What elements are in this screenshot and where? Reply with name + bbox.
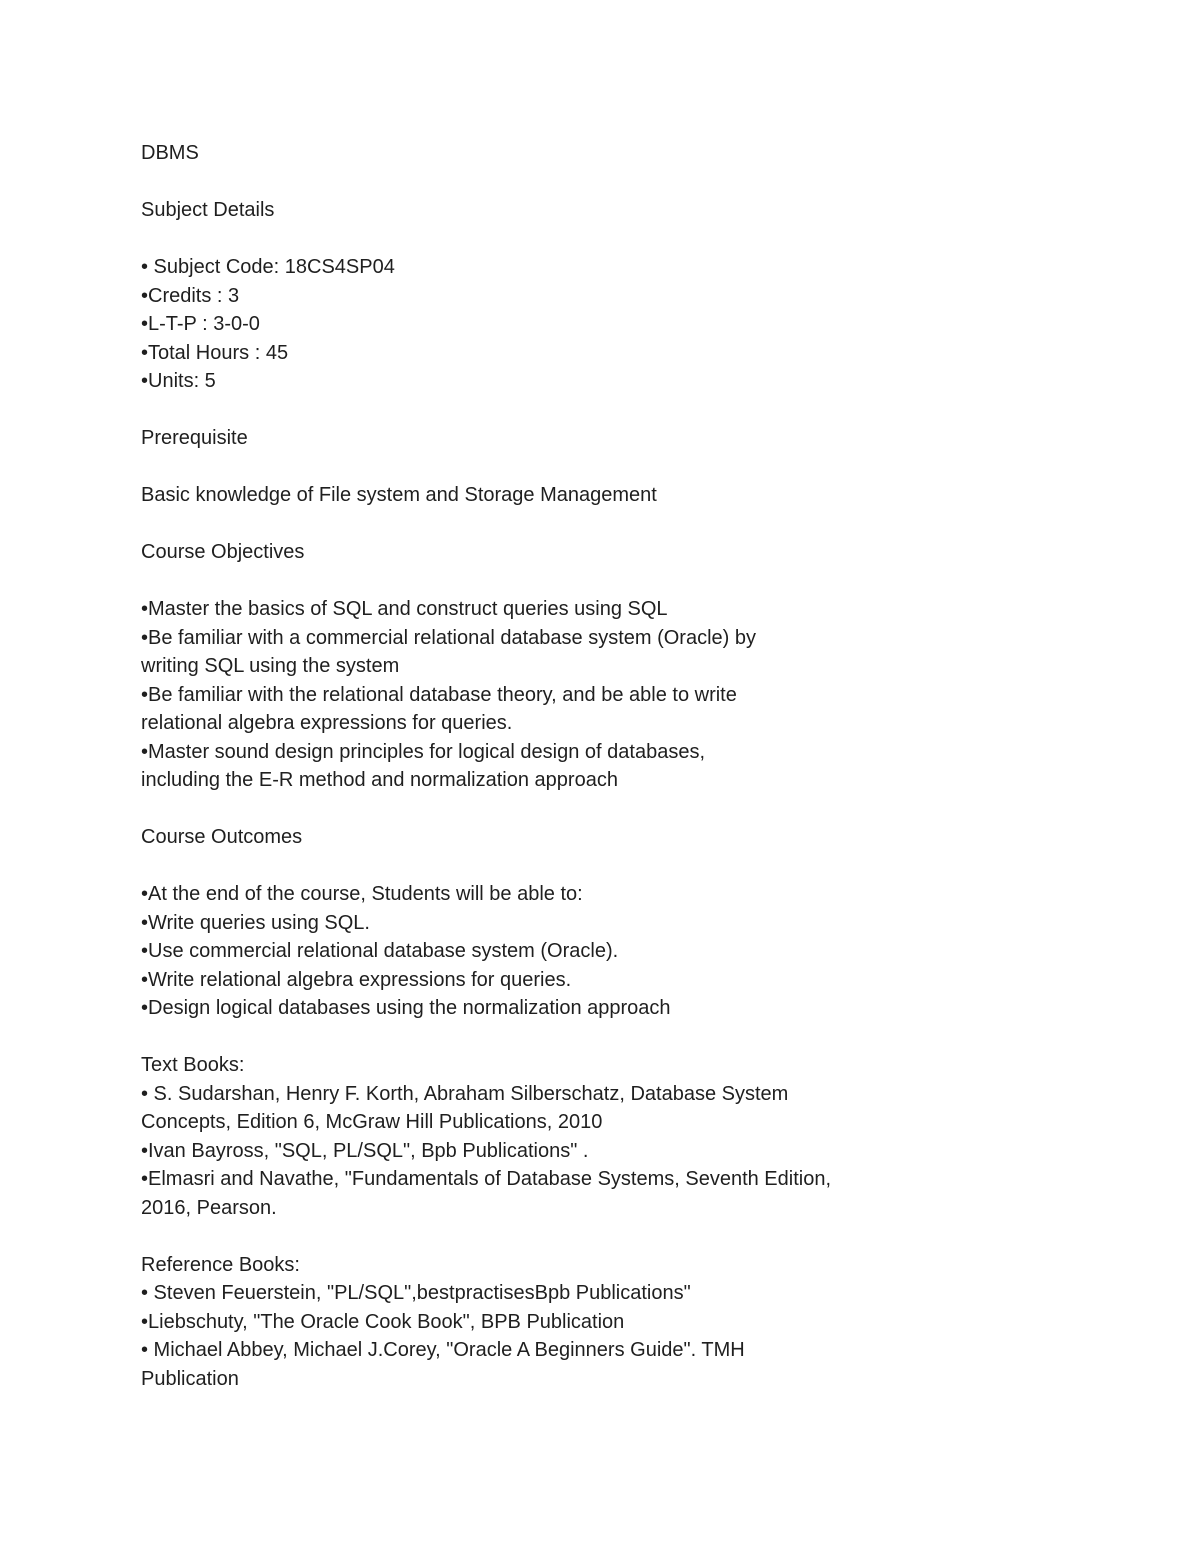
- text-books-heading: Text Books:: [141, 1054, 245, 1076]
- spacer: [141, 795, 1121, 824]
- outcome-line: •Use commercial relational database system (Oracle).: [141, 940, 619, 962]
- ltp-item: •L-T-P : 3-0-0: [141, 313, 260, 335]
- units-item: •Units: 5: [141, 370, 216, 392]
- objective-line: •Master the basics of SQL and construct queries using SQL: [141, 598, 668, 620]
- outcome-line: •Write queries using SQL.: [141, 911, 370, 934]
- course-objectives-heading: Course Objectives: [141, 541, 305, 563]
- objective-line: writing SQL using the system: [141, 655, 400, 677]
- text-book-line: •Ivan Bayross, "SQL, PL/SQL", Bpb Publications" .: [141, 1139, 589, 1162]
- spacer: [141, 567, 1121, 596]
- outcome-line: •Design logical databases using the normalization approach: [141, 997, 671, 1019]
- text-book-line: 2016, Pearson.: [141, 1196, 277, 1219]
- spacer: [141, 453, 1121, 482]
- reference-book-line: • Steven Feuerstein, "PL/SQL",bestpractisesBpb Publications": [141, 1282, 691, 1304]
- spacer: [141, 852, 1121, 881]
- spacer: [141, 225, 1121, 254]
- reference-book-line: Publication: [141, 1367, 239, 1390]
- spacer: [141, 396, 1121, 425]
- text-book-line: •Elmasri and Navathe, "Fundamentals of Database Systems, Seventh Edition,: [141, 1168, 832, 1190]
- objective-line: •Master sound design principles for logical design of databases,: [141, 740, 705, 763]
- objective-line: •Be familiar with the relational database theory, and be able to write: [141, 683, 737, 706]
- spacer: [141, 510, 1121, 539]
- subject-code-item: • Subject Code: 18CS4SP04: [141, 256, 395, 278]
- objective-line: •Be familiar with a commercial relational database system (Oracle) by: [141, 626, 756, 649]
- outcome-line: •At the end of the course, Students will be able to:: [141, 883, 583, 905]
- reference-books-heading: Reference Books:: [141, 1253, 300, 1276]
- prerequisite-text: Basic knowledge of File system and Storage Management: [141, 484, 657, 506]
- reference-book-line: • Michael Abbey, Michael J.Corey, "Oracle A Beginners Guide". TMH: [141, 1339, 745, 1361]
- credits-item: •Credits : 3: [141, 284, 240, 307]
- total-hours-item: •Total Hours : 45: [141, 341, 289, 364]
- prerequisite-heading: Prerequisite: [141, 427, 248, 449]
- outcome-line: •Write relational algebra expressions for queries.: [141, 968, 572, 991]
- subject-details-heading: Subject Details: [141, 199, 275, 221]
- document-page: [141, 139, 1121, 1393]
- reference-book-line: •Liebschuty, "The Oracle Cook Book", BPB Publication: [141, 1310, 625, 1333]
- text-book-line: Concepts, Edition 6, McGraw Hill Publications, 2010: [141, 1111, 603, 1133]
- spacer: [141, 1023, 1121, 1052]
- spacer: [141, 1222, 1121, 1251]
- objective-line: relational algebra expressions for queries.: [141, 712, 513, 734]
- spacer: [141, 168, 1121, 197]
- course-outcomes-heading: Course Outcomes: [141, 826, 303, 848]
- objective-line: including the E-R method and normalization approach: [141, 769, 618, 791]
- document-title: DBMS: [141, 142, 199, 164]
- text-book-line: • S. Sudarshan, Henry F. Korth, Abraham Silberschatz, Database System: [141, 1082, 789, 1105]
